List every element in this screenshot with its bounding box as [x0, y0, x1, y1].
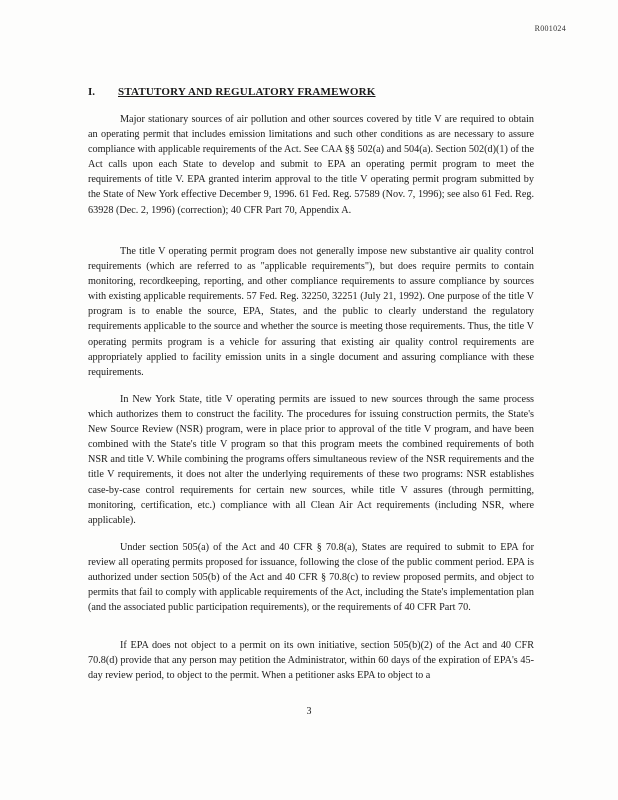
paragraph-5: [88, 638, 534, 683]
paragraph-4: [88, 540, 534, 615]
paragraph-2-text: The title V operating permit program does not generally impose new substantive air quality control requirements (which are referred to as "applicable requirements"), but does require permits to contain monitoring, recordkeeping, reporting, and other compliance requirements to assure compliance by sources with existing applicable requirements. 57 Fed. Reg. 32250, 32251 (July 21, 1992). One purpose of the title V program is to enable the source, EPA, States, and the public to clearly understand the regulatory requirements applicable to the source and whether the source is meeting those requirements. Thus, the title V operating permits program is a vehicle for assuring that existing air quality control requirements are appropriately applied to facility emission units in a single document and assuring compliance with these requirements.: [88, 246, 534, 378]
section-title: STATUTORY AND REGULATORY FRAMEWORK: [118, 86, 376, 98]
page-number: 3: [306, 706, 312, 717]
paragraph-3-text: In New York State, title V operating permits are issued to new sources through the same process which authorizes them to construct the facility. The procedures for issuing construction permits, the State's New Source Review (NSR) program, were in place prior to approval of the title V program, and have been combined with the State's title V program so that this program meets the combined requirements of both NSR and title V. While combining the programs offers simultaneous review of the NSR requirements and the title V requirements, it does not alter the underlying requirements of these two programs: NSR establishes case-by-case control requirements for certain new sources, while title V assures (through permitting, monitoring, certification, etc.) compliance with all Clean Air Act requirements (including NSR, where applicable).: [88, 394, 534, 526]
paragraph-3: [88, 392, 534, 528]
paragraph-2: [88, 244, 534, 380]
paragraph-4-text: Under section 505(a) of the Act and 40 CFR § 70.8(a), States are required to submit to EPA for review all operating permits proposed for issuance, following the close of the public comment period. EPA is authorized under section 505(b) of the Act and 40 CFR § 70.8(c) to review proposed permits, and object to permits that fail to comply with applicable requirements of the Act, including the State's implementation plan (and the associated public participation requirements), or the requirements of 40 CFR Part 70.: [88, 542, 534, 614]
section-heading: [88, 86, 376, 98]
paragraph-1-text: Major stationary sources of air pollution and other sources covered by title V are required to obtain an operating permit that includes emission limitations and such other conditions as are necessary to assure compliance with applicable requirements of the Act. See CAA §§ 502(a) and 504(a). Section 502(d)(1) of the Act calls upon each State to develop and submit to EPA an operating permit program to meet the requirements of title V. EPA granted interim approval to the title V operating permit program submitted by the State of New York effective December 9, 1996. 61 Fed. Reg. 57589 (Nov. 7, 1996); see also 61 Fed. Reg. 63928 (Dec. 2, 1996) (correction); 40 CFR Part 70, Appendix A.: [88, 114, 534, 216]
paragraph-5-text: If EPA does not object to a permit on its own initiative, section 505(b)(2) of the Act and 40 CFR 70.8(d) provide that any person may petition the Administrator, within 60 days of the expiration of EPA's 45-day review period, to object to the permit. When a petitioner asks EPA to object to a: [88, 640, 534, 682]
paragraph-1: [88, 112, 534, 218]
section-number: I.: [88, 86, 96, 98]
document-id: R001024: [534, 24, 566, 33]
